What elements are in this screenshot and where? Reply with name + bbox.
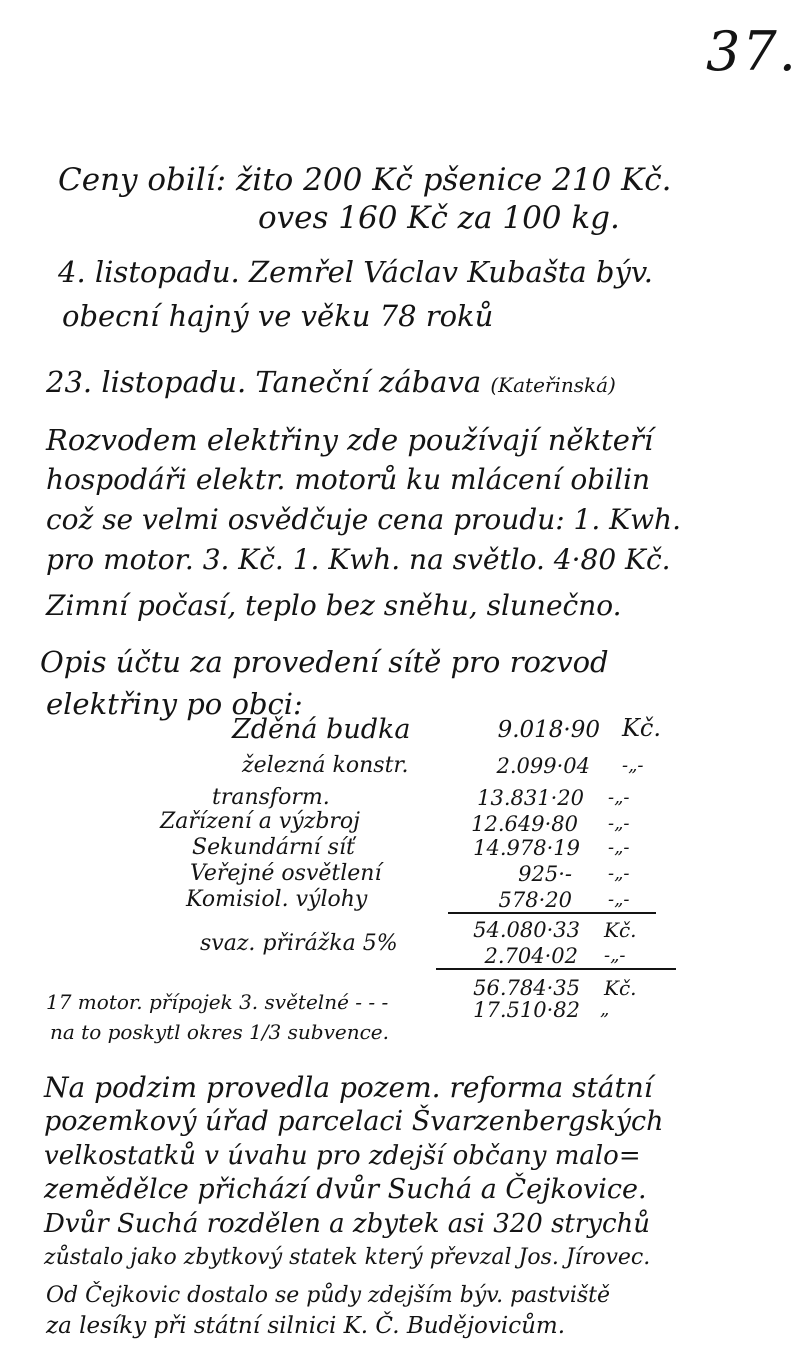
pasture-line-2: za lesíky při státní silnici K. Č. Budějovicům. xyxy=(46,1313,566,1339)
ledger-item-currency: Kč. xyxy=(622,714,661,742)
invoice-intro-line-1: Opis účtu za provedení sítě pro rozvod xyxy=(40,645,609,679)
ledger-item-currency: -„- xyxy=(608,889,630,910)
ledger-surcharge-amount: 2.704·02 xyxy=(484,944,578,968)
reform-line-2: pozemkový úřad parcelaci Švarzenbergských xyxy=(44,1106,664,1137)
ledger-subtotal-rule xyxy=(448,912,656,914)
ledger-item-amount: 578·20 xyxy=(498,888,572,912)
electricity-line-1: Rozvodem elektřiny zde používají někteří xyxy=(46,423,654,457)
weather-entry: Zimní počasí, teplo bez sněhu, slunečno. xyxy=(46,589,622,622)
ledger-connections-currency: „ xyxy=(600,999,610,1020)
page-number: 37. xyxy=(706,20,798,83)
death-entry-line-2: obecní hajný ve věku 78 roků xyxy=(62,299,494,333)
dance-entry xyxy=(46,362,616,405)
ledger-total-rule xyxy=(436,968,676,970)
invoice-intro-line-2: elektřiny po obci: xyxy=(46,687,303,721)
grain-prices-line-2: oves 160 Kč za 100 kg. xyxy=(258,200,620,236)
reform-line-3: velkostatků v úvahu pro zdejší občany malo= xyxy=(44,1141,641,1171)
electricity-line-4: pro motor. 3. Kč. 1. Kwh. na světlo. 4·80 Kč. xyxy=(46,543,671,576)
reform-line-1: Na podzim provedla pozem. reforma státní xyxy=(44,1071,653,1104)
ledger-item-currency: -„- xyxy=(608,837,630,858)
ledger-item-amount: 9.018·90 xyxy=(497,717,600,743)
ledger-item-currency: -„- xyxy=(608,787,630,808)
ledger-item-label: železná konstr. xyxy=(242,753,409,778)
ledger-subtotal-currency: Kč. xyxy=(604,918,637,942)
ledger-item-label: transform. xyxy=(212,785,330,810)
ledger-subsidy-note: na to poskytl okres 1/3 subvence. xyxy=(50,1020,389,1044)
reform-line-5: Dvůr Suchá rozdělen a zbytek asi 320 strychů xyxy=(44,1209,651,1239)
ledger-item-label: Zařízení a výzbroj xyxy=(160,809,360,834)
ledger-connections-amount: 17.510·82 xyxy=(473,998,580,1022)
ledger-item-amount: 2.099·04 xyxy=(496,754,590,778)
ledger-item-label: Zděná budka xyxy=(232,714,411,745)
electricity-line-2: hospodáři elektr. motorů ku mlácení obilin xyxy=(46,463,651,496)
death-entry-line-1: 4. listopadu. Zemřel Václav Kubašta býv. xyxy=(58,255,653,289)
reform-line-6: zůstalo jako zbytkový statek který převzal Jos. Jírovec. xyxy=(44,1245,651,1270)
dance-entry-note: (Kateřinská) xyxy=(490,373,616,397)
ledger-surcharge-currency: -„- xyxy=(604,945,626,966)
ledger-item-currency: -„- xyxy=(622,755,644,776)
electricity-line-3: což se velmi osvědčuje cena proudu: 1. Kwh. xyxy=(46,503,681,536)
ledger-total-currency: Kč. xyxy=(604,976,637,1000)
ledger-item-label: Komisiol. výlohy xyxy=(186,887,368,912)
ledger-item-amount: 13.831·20 xyxy=(477,786,584,810)
ledger-item-amount: 12.649·80 xyxy=(471,812,578,836)
ledger-item-amount: 14.978·19 xyxy=(473,836,580,860)
dance-entry-main: 23. listopadu. Taneční zábava xyxy=(46,365,482,399)
ledger-item-label: Sekundární síť xyxy=(192,835,355,860)
ledger-total-amount: 56.784·35 xyxy=(473,976,580,1000)
ledger-item-amount: 925·- xyxy=(518,862,572,886)
ledger-subtotal-amount: 54.080·33 xyxy=(473,918,580,942)
ledger-item-currency: -„- xyxy=(608,863,630,884)
grain-prices-line-1: Ceny obilí: žito 200 Kč pšenice 210 Kč. xyxy=(58,162,672,198)
ledger-item-label: Veřejné osvětlení xyxy=(190,861,382,886)
ledger-surcharge-label: svaz. přirážka 5% xyxy=(200,931,398,956)
ledger-connections-label: 17 motor. přípojek 3. světelné - - - xyxy=(46,990,389,1014)
ledger-item-currency: -„- xyxy=(608,813,630,834)
pasture-line-1: Od Čejkovic dostalo se půdy zdejším býv. pastviště xyxy=(46,1283,611,1308)
reform-line-4: zemědělce přichází dvůr Suchá a Čejkovice. xyxy=(44,1174,647,1205)
